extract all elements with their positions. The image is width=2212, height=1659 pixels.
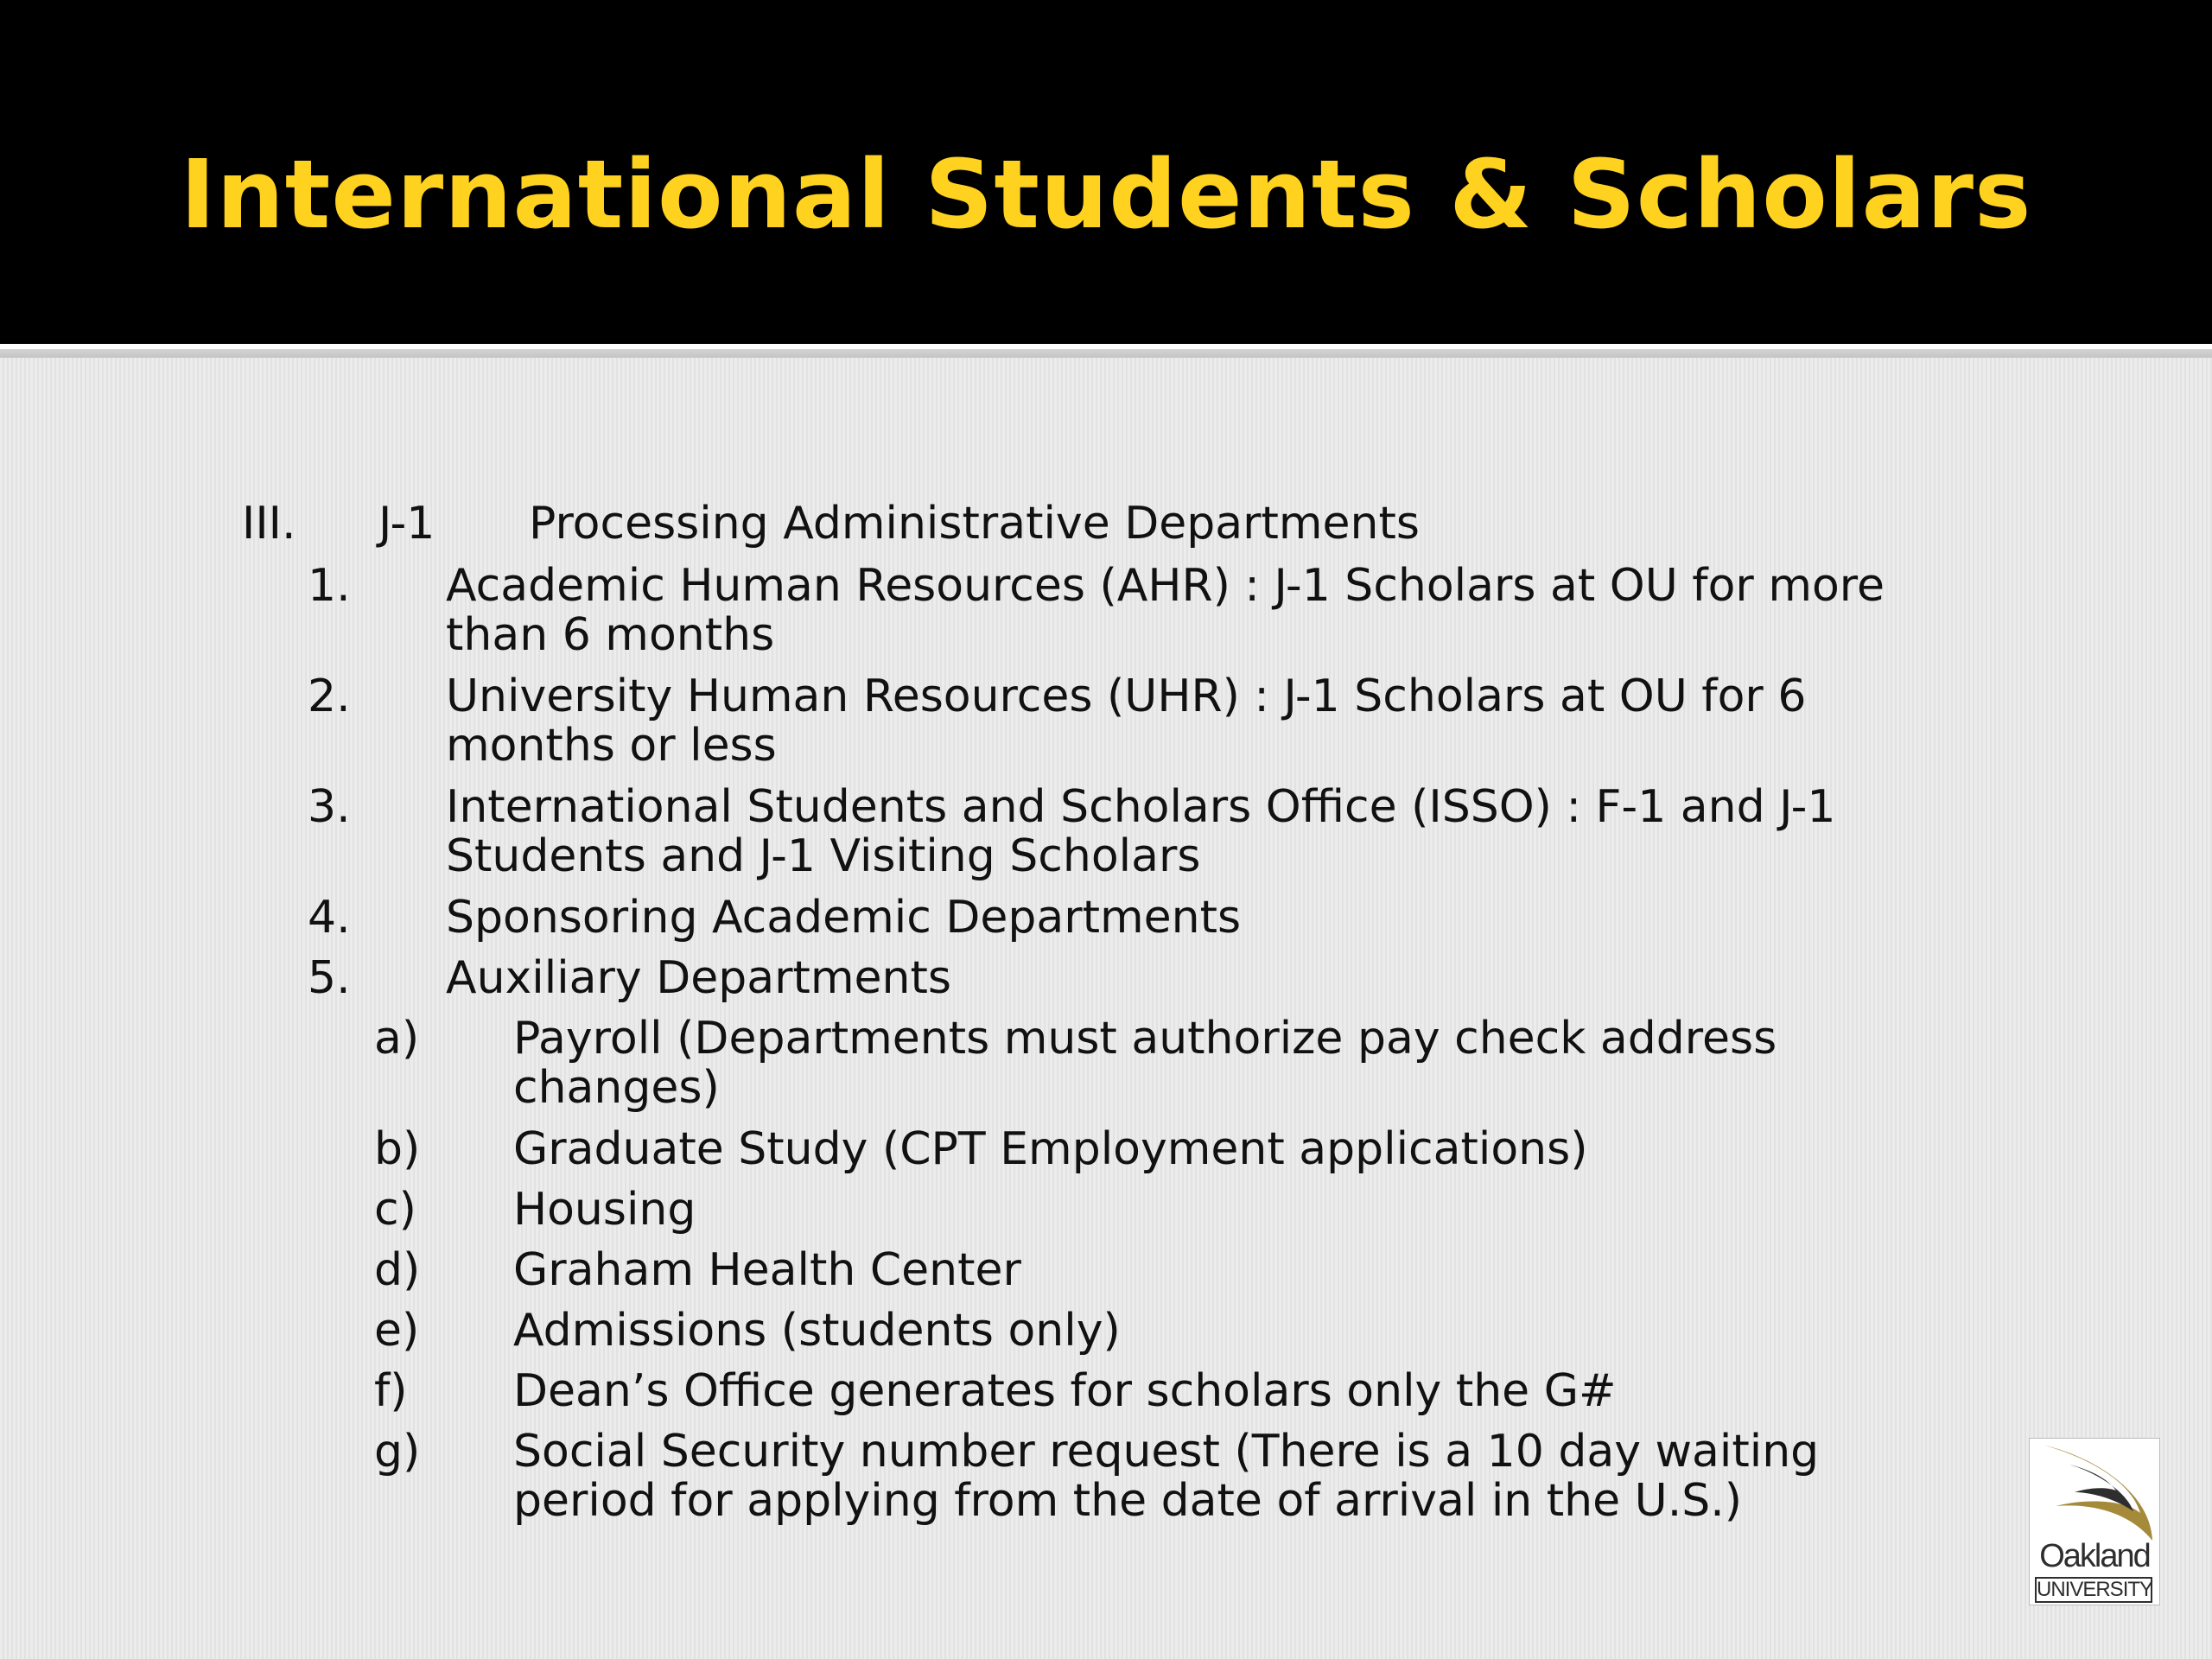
- list-item-marker: 2.: [308, 671, 351, 722]
- sub-list-item-text: Graham Health Center: [513, 1244, 1021, 1296]
- list-item: [0, 893, 2212, 943]
- sub-list-item-text: period for applying from the date of arrival in the U.S.): [513, 1475, 1743, 1527]
- sub-list-item-marker: b): [374, 1123, 421, 1175]
- list-item-text: University Human Resources (UHR) : J-1 Scholars at OU for 6: [446, 671, 1807, 722]
- logo-subwordmark: UNIVERSITY: [2037, 1578, 2153, 1601]
- list-item: [0, 954, 2212, 1003]
- list-item-text: than 6 months: [446, 609, 775, 661]
- sub-list-item-text: changes): [513, 1062, 720, 1114]
- list-item: [0, 562, 2212, 660]
- sub-list-item-text: Graduate Study (CPT Employment applications): [513, 1123, 1588, 1175]
- sub-list-item-marker: f): [374, 1365, 408, 1417]
- slide-title: International Students & Scholars: [180, 139, 2032, 250]
- list-item-text: Sponsoring Academic Departments: [446, 892, 1242, 944]
- logo-wordmark: Oakland: [2039, 1538, 2150, 1574]
- list-item-marker: 4.: [308, 892, 351, 944]
- list-item-text: International Students and Scholars Office (ISSO) : F-1 and J-1: [446, 781, 1836, 833]
- sub-list-item-marker: a): [374, 1013, 420, 1065]
- sub-list-item: [0, 1246, 2212, 1295]
- section-label: Processing Administrative Departments: [529, 498, 1420, 550]
- sub-list-item-text: Social Security number request (There is a 10 day waiting: [513, 1426, 1820, 1478]
- sub-list-item: [0, 1185, 2212, 1235]
- sub-list-item-marker: g): [374, 1426, 421, 1478]
- section-marker: III.: [242, 498, 296, 550]
- sub-list-item: [0, 1014, 2212, 1113]
- list-item-text: Students and J-1 Visiting Scholars: [446, 830, 1201, 882]
- sub-list-item-marker: e): [374, 1305, 420, 1357]
- sub-list-item-text: Payroll (Departments must authorize pay check address: [513, 1013, 1777, 1065]
- sub-list-item-text: Housing: [513, 1184, 696, 1236]
- list-item-marker: 1.: [308, 560, 351, 612]
- sub-list-item-text: Dean’s Office generates for scholars only the G#: [513, 1365, 1617, 1417]
- section-code: J-1: [378, 498, 435, 550]
- sub-list-item-text: Admissions (students only): [513, 1305, 1121, 1357]
- list-item: [0, 672, 2212, 771]
- list-item-text: months or less: [446, 720, 777, 772]
- sub-list-item: [0, 1125, 2212, 1174]
- list-item-text: Academic Human Resources (AHR) : J-1 Scholars at OU for more: [446, 560, 1885, 612]
- sub-list-item-marker: d): [374, 1244, 421, 1296]
- list-item-marker: 3.: [308, 781, 351, 833]
- oakland-university-logo: [2029, 1438, 2160, 1605]
- list-item-text: Auxiliary Departments: [446, 952, 951, 1004]
- sub-list-item: [0, 1306, 2212, 1356]
- sub-list-item-marker: c): [374, 1184, 416, 1236]
- sub-list-item: [0, 1427, 2212, 1526]
- list-item-marker: 5.: [308, 952, 351, 1004]
- list-item: [0, 783, 2212, 881]
- oakland-swoosh-icon: [2030, 1439, 2159, 1542]
- outline-section: [0, 499, 2212, 549]
- sub-list-item: [0, 1367, 2212, 1416]
